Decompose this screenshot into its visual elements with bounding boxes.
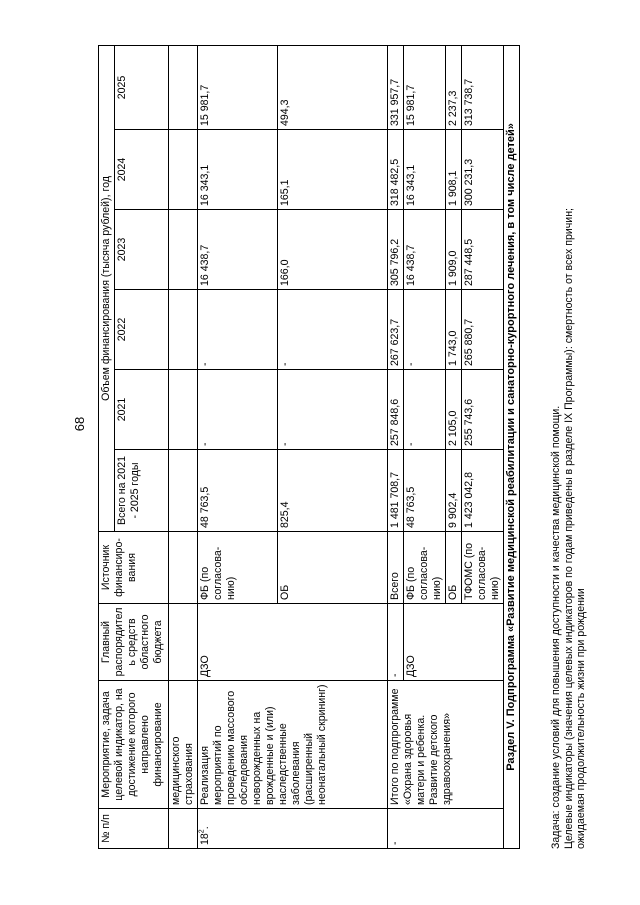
section-title: Раздел V. Подпрограмма «Развитие медицинской реабилитации и санаторно-курортного лечения, в том числе детей» <box>504 45 520 848</box>
row-2021: - <box>278 370 388 450</box>
row-2025: 313 738,7 <box>462 45 504 129</box>
subtotal-name: Итого по подпрограмме «Охрана здоровья матери и ребенка. Развитие детского здравоохранения» <box>388 681 504 809</box>
row-2024: 318 482,5 <box>388 130 404 210</box>
row-2025: 2 237,3 <box>446 45 462 129</box>
subtotal-number: - <box>388 809 504 849</box>
header-num: № п/п <box>99 809 169 849</box>
indicators-text-cont: ожидаемая продолжительность жизни при рождении <box>575 588 587 849</box>
row-2023: 1 909,0 <box>446 210 462 290</box>
table-row <box>198 45 278 848</box>
row-total: 48 763,5 <box>198 450 278 532</box>
subtotal-admin: ДЗО <box>404 604 504 681</box>
section-row <box>504 45 520 848</box>
page-number: 68 <box>72 416 87 432</box>
task-text: Задача: создание условий для повышения доступности и качества медицинской помощи. <box>550 405 562 849</box>
row-total: 1 481 708,7 <box>388 450 404 532</box>
row-2023: 305 796,2 <box>388 210 404 290</box>
row-2022: 1 743,0 <box>446 290 462 370</box>
row-2023: 166,0 <box>278 210 388 290</box>
row-2023: 16 438,7 <box>198 210 278 290</box>
header-event: Мероприятие, задача целевой индикатор, на достижение которого направлено финансирование <box>99 681 169 809</box>
row-source: ФБ (по согласова-нию) <box>198 532 278 604</box>
row-2025: 15 981,7 <box>198 45 278 129</box>
row-2021: 255 743,6 <box>462 370 504 450</box>
header-admin: Главный распорядитель средств областного бюджета <box>99 604 169 681</box>
row-source: ОБ <box>446 532 462 604</box>
row-total: 825,4 <box>278 450 388 532</box>
row-total: 1 423 042,8 <box>462 450 504 532</box>
section-notes <box>550 46 588 849</box>
row-2021: - <box>198 370 278 450</box>
row-2022: 265 880,7 <box>462 290 504 370</box>
row-source: ФБ (по согласова-нию) <box>404 532 446 604</box>
row-event-name: Реализация мероприятий по проведению массового обследования новорожденных на врожденные и (или) наследственные заболевания (расширенный неонатальный скрининг) <box>198 681 388 809</box>
row-source: ОБ <box>278 532 388 604</box>
continuation-text: медицинского страхования <box>169 681 198 809</box>
row-2023: 287 448,5 <box>462 210 504 290</box>
row-2022: 267 623,7 <box>388 290 404 370</box>
row-2025: 331 957,7 <box>388 45 404 129</box>
row-2025: 15 981,7 <box>404 45 446 129</box>
row-2022: - <box>198 290 278 370</box>
indicators-text: Целевые индикаторы (значения целевых индикаторов по годам приведены в разделе IX Программы): смертность от всех причин; <box>562 208 575 849</box>
header-year: 2025 <box>115 45 169 129</box>
table-row <box>388 45 404 848</box>
header-year: 2023 <box>115 210 169 290</box>
row-2024: 16 343,1 <box>198 130 278 210</box>
row-source: ТФОМС (по согласова-нию) <box>462 532 504 604</box>
row-total: 48 763,5 <box>404 450 446 532</box>
header-year: 2024 <box>115 130 169 210</box>
subtotal-admin-dash: - <box>388 604 404 681</box>
row-2022: - <box>404 290 446 370</box>
header-source: Источник финансиро-вания <box>99 532 169 604</box>
row-2021: 257 848,6 <box>388 370 404 450</box>
continuation-row <box>169 45 198 848</box>
row-source: Всего <box>388 532 404 604</box>
header-volume: Объем финансирования (тысяча рублей), год <box>99 45 115 531</box>
row-total: 9 902,4 <box>446 450 462 532</box>
row-2024: 16 343,1 <box>404 130 446 210</box>
header-year: 2021 <box>115 370 169 450</box>
row-2023: 16 438,7 <box>404 210 446 290</box>
financing-table <box>98 45 520 849</box>
row-number: $18^2$. <box>198 809 388 849</box>
header-year: 2022 <box>115 290 169 370</box>
row-2024: 1 908,1 <box>446 130 462 210</box>
header-row-1 <box>99 45 115 848</box>
header-total: Всего на 2021 - 2025 годы <box>115 450 169 532</box>
row-2021: 2 105,0 <box>446 370 462 450</box>
row-admin: ДЗО <box>198 604 388 681</box>
row-2025: 494,3 <box>278 45 388 129</box>
row-2022: - <box>278 290 388 370</box>
row-2024: 300 231,3 <box>462 130 504 210</box>
row-2021: - <box>404 370 446 450</box>
row-2024: 165,1 <box>278 130 388 210</box>
